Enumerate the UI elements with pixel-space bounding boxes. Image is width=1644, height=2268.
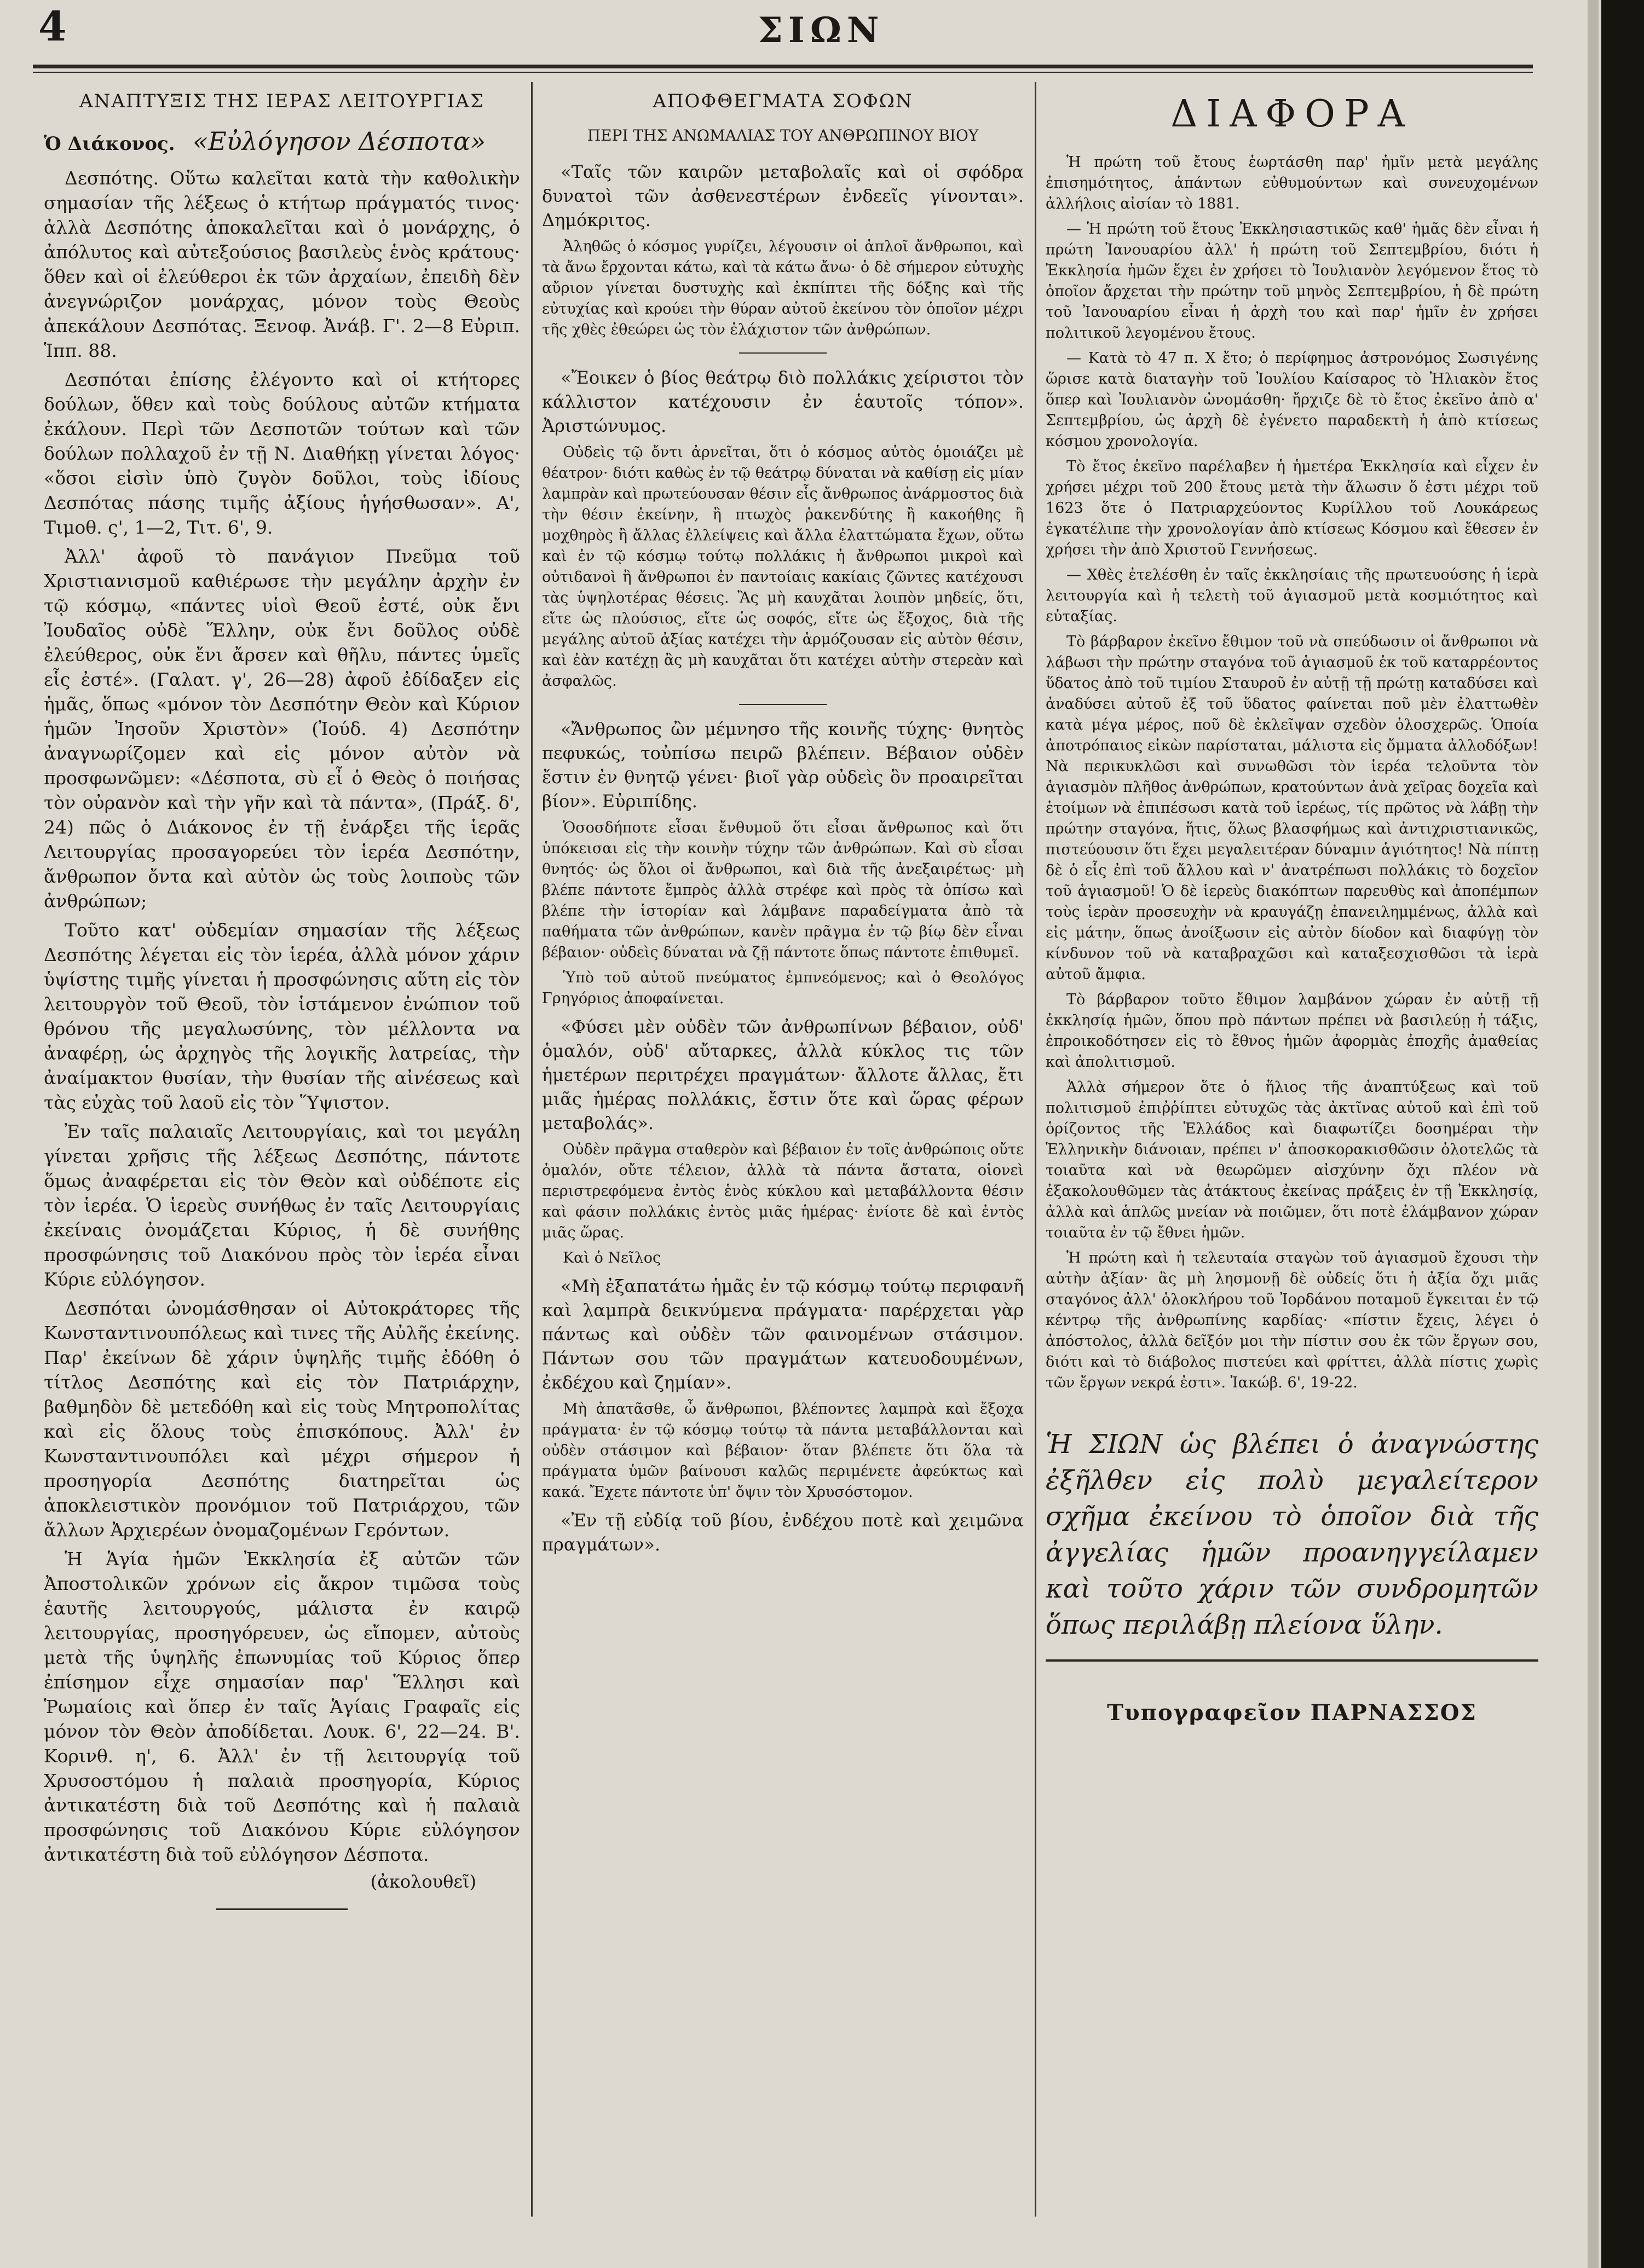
news-paragraph: — Κατὰ τὸ 47 π. Χ ἔτο; ὁ περίφημος ἀστρονόμος Σωσιγένης ὥρισε κατὰ διαταγὴν τοῦ Ἰουλίου Καίσαρος τὸ Ἠλιακὸν ἔτος ὅπερ καὶ Ἰουλιανὸν ὠνομάσθη· ἤρχιζε δὲ τὸ ἔτος ἐκεῖνο ἀπὸ α' Σεπτεμβρίου, ὡς ἀρχὴ δὲ ἐγένετο παραδεκτὴ ἡ ἀπὸ κτίσεως κόσμου χρονολογία. (1046, 350, 1538, 450)
saying-attribution: Καὶ ὁ Νεῖλος (563, 1249, 661, 1266)
saying-commentary: Οὐδὲν πρᾶγμα σταθερὸν καὶ βέβαιον ἐν τοῖς ἀνθρώποις οὔτε ὁμαλόν, οὔτε τέλειον, ἀλλὰ τὰ πάντα ἄστατα, οἱονεὶ περιστρεφόμενα ἐντὸς ἑνὸς κύκλου καὶ μεταβάλλοντα θέσιν καὶ φάσιν πολλάκις ἐντὸς μιᾶς ἡμέρας· ἐνίοτε δὲ καὶ ἐντὸς μιᾶς ὥρας. (542, 1141, 1024, 1241)
editorial-notice: Ἡ ΣΙΩΝ ὡς βλέπει ὁ ἀναγνώστης ἐξῆλθεν εἰς πολὺ μεγαλείτερον σχῆμα ἐκείνου τὸ ὁποῖον διὰ τῆς ἀγγελίας ἡμῶν προανηγγείλαμεν καὶ τοῦτο χάριν τῶν συνδρομητῶν ὅπως περιλάβῃ πλείονα ὕλην. (1046, 1426, 1538, 1662)
article-paragraph: Δεσπόται ἐπίσης ἐλέγοντο καὶ οἱ κτήτορες δούλων, ὅθεν καὶ τοὺς δούλους αὐτῶν κτήματα ἐκάλουν. Περὶ τῶν Δεσποτῶν τούτων καὶ τῶν δούλων πολλαχοῦ ἐν τῇ Ν. Διαθήκῃ γίνεται λόγος· «ὅσοι εἰσὶν ὑπὸ ζυγὸν δοῦλοι, τοὺς ἰδίους Δεσπότας πάσης τιμῆς ἀξίους ἡγήσθωσαν». Α', Τιμοθ. ς', 1—2, Τιτ. 6', 9. (44, 369, 520, 538)
section-heading: ΔΙΑΦΟΡΑ (1170, 92, 1414, 136)
news-paragraph: Ἡ πρώτη καὶ ἡ τελευταία σταγὼν τοῦ ἁγιασμοῦ ἔχουσι τὴν αὐτὴν ἀξίαν· ἂς μὴ λησμονῇ δὲ οὐδείς ὅτι ἡ ἀξία ὄχι μιᾶς σταγόνος ἀλλ' ὁλοκλήρου τοῦ Ἰορδάνου ποταμοῦ ἔγκειται ἐν τῷ κέντρῳ τῆς ἀνθρωπίνης καρδίας· «πίστιν ἔχεις, λέγει ὁ ἀπόστολος, ἀλλὰ δεῖξόν μοι τὴν πίστιν σου ἐκ τῶν ἔργων σου, διότι καὶ τὸ διάβολος πιστεύει καὶ φρίττει, ἀλλὰ πίστις χωρὶς τῶν ἔργων νεκρά ἐστι». Ἰακώβ. 6', 19-22. (1046, 1249, 1538, 1391)
saying-quote: «Ἔοικεν ὁ βίος θεάτρῳ διὸ πολλάκις χείριστοι τὸν κάλλιστον κατέχουσιν ἐν ἑαυτοῖς τόπον». Ἀριστώνυμος. (542, 367, 1024, 436)
saying-quote: «Φύσει μὲν οὐδὲν τῶν ἀνθρωπίνων βέβαιον, οὐδ' ὁμαλόν, οὐδ' αὔταρκες, ἀλλὰ κύκλος τις τῶν ἡμετέρων περιτρέχει πραγμάτων· ἄλλοτε ἄλλας, ἔτι μιᾶς ἡμέρας πολλάκις, ἔστιν ὅτε καὶ ὥρας φέρων μεταβολάς». (542, 1016, 1024, 1133)
separator (739, 704, 827, 705)
column-miscellany (1046, 90, 1538, 2258)
article-paragraph: Δεσπότης. Οὕτω καλεῖται κατὰ τὴν καθολικὴν σημασίαν τῆς λέξεως ὁ κτήτωρ πράγματός τινος· ἀλλὰ Δεσπότης ἀποκαλεῖται καὶ ὁ μονάρχης, ὁ ἀπόλυτος καὶ αὐτεξούσιος βασιλεὺς ἑνὸς κράτους· ὅθεν καὶ οἱ ἐλεύθεροι ἐκ τῶν ἀρχαίων, ἐπειδὴ δὲν ἀνεγνώριζον μονάρχας, μόνον τοὺς Θεοὺς ἀπεκάλουν Δεσπότας. Ξενοφ. Ἀνάβ. Γ'. 2—8 Εὐριπ. Ἱππ. 88. (44, 167, 520, 361)
saying-quote: «Ταῖς τῶν καιρῶν μεταβολαῖς καὶ οἱ σφόδρα δυνατοὶ τῶν ἀσθενεστέρων ἐνδεεῖς γίνονται». Δημόκριτος. (542, 161, 1024, 230)
news-paragraph: Τὸ βάρβαρον ἐκεῖνο ἔθιμον τοῦ νὰ σπεύδωσιν οἱ ἄνθρωποι νὰ λάβωσι τὴν πρώτην σταγόνα τοῦ ἁγιασμοῦ ἐκ τοῦ καταρρέοντος ὕδατος ἀπὸ τοῦ τιμίου Σταυροῦ ἐν αὐτῇ τῇ πρώτῃ καταδύσει καὶ ἀναδύσει αὐτοῦ ἐξ τοῦ ὕδατος φαίνεται ποῦ μὲν ἐλαττωθὲν κατὰ μέγα μέρος, ποῦ δὲ ἐκλεῖψαν σχεδὸν ὁλοσχερῶς. Ὁποία ἀποτρόπαιος εἰκὼν παρίσταται, μάλιστα εἰς ὄμματα ἀλλοδόξων! Νὰ περικυκλῶσι καὶ συνωθῶσι τὸν ἱερέα τελοῦντα τὸν ἁγιασμὸν πλῆθος ἀνθρώπων, κρατούντων ἀνὰ χεῖρας δοχεῖα καὶ ἑτοίμων νὰ ἐπιπέσωσι κατὰ τοῦ ἱερέως, τίς πρῶτος νὰ λάβῃ τὴν πρώτην σταγόνα, ἥτις, ὅλως βλασφήμως καὶ ἀντιχριστιανικῶς, πιστεύουσιν ὅτι ἔχει μεγαλειτέραν δύναμιν ἁγιότητος! Νὰ πίπτῃ δὲ ὁ εἷς ἐπὶ τοῦ ἄλλου καὶ ν' ἀνατρέπωσι πολλάκις τὸ δοχεῖον τοῦ ἁγιασμοῦ! Ὁ δὲ ἱερεὺς διακόπτων παρευθὺς καὶ ἀποπέμπων τοὺς ἱερὰν προσευχὴν νὰ κραυγάζῃ ἐπανειλημμένως, ἀλλὰ καὶ εἰς μάτην, ὅπως ἀνοίξωσιν εἰς αὐτὸν δίοδον καὶ διαφύγῃ τὸν κίνδυνον τοῦ νὰ καταβραχῶσι καὶ καταξεσχισθῶσι τὰ ἱερὰ αὐτοῦ ἄμφια. (1046, 633, 1538, 983)
header-rule (33, 65, 1533, 68)
continued-note: (ἀκολουθεῖ) (370, 1871, 476, 1892)
scan-edge (1588, 0, 1599, 2268)
saying-commentary: Ὑπὸ τοῦ αὐτοῦ πνεύματος ἐμπνεόμενος; καὶ ὁ Θεολόγος Γρηγόριος ἀποφαίνεται. (542, 969, 1024, 1007)
saying-quote: «Ἄνθρωπος ὢν μέμνησο τῆς κοινῆς τύχης· θνητὸς πεφυκώς, τοὐπίσω πειρῶ βλέπειν. Βέβαιον οὐδὲν ἔστιν ἐν θνητῷ γένει· βιοῖ γὰρ οὐδεὶς ὃν προαιρεῖται βίον». Εὐριπίδης. (542, 719, 1024, 812)
news-paragraph: Τὸ βάρβαρον τοῦτο ἔθιμον λαμβάνον χώραν ἐν αὐτῇ τῇ ἐκκλησίᾳ ἡμῶν, ὅπου πρὸ πάντων πρέπει νὰ βασιλεύῃ ἡ τάξις, ἐπροικοδότησεν εἰς τὸ ἔθνος ἡμῶν ἀφορμὰς ἐποχῆς ἀμαθείας καὶ ἀπολιτισμοῦ. (1046, 991, 1538, 1071)
article-paragraph: Ἀλλ' ἀφοῦ τὸ πανάγιον Πνεῦμα τοῦ Χριστιανισμοῦ καθιέρωσε τὴν μεγάλην ἀρχὴν ἐν τῷ κόσμῳ, «πάντες υἱοὶ Θεοῦ ἐστέ, οὐκ ἔνι Ἰουδαῖος οὐδὲ Ἕλλην, οὐκ ἔνι δοῦλος οὐδὲ ἐλεύθερος, οὐκ ἔνι ἄρσεν καὶ θῆλυ, πάντες ὑμεῖς εἷς ἐστέ». (Γαλατ. γ', 26—28) ἀφοῦ ἐδίδαξεν εἰς ἡμᾶς, ὅπως «μόνον τὸν Δεσπότην Θεὸν καὶ Κύριον ἡμῶν Ἰησοῦν Χριστὸν» (Ἰούδ. 4) Δεσπότην ἀναγνωρίζομεν καὶ εἰς μόνον αὐτὸν νὰ προσφωνῶμεν: «Δέσποτα, σὺ εἶ ὁ Θεὸς ὁ ποιήσας τὸν οὐρανὸν καὶ τὴν γῆν καὶ τὰ πάντα», (Πράξ. δ', 24) πῶς ὁ Διάκονος ἐν τῇ ἐνάρξει τῆς ἱερᾶς Λειτουργίας προσαγορεύει τὸν ἱερέα Δεσπότην, ἄνθρωπον ὄντα καὶ αὐτὸν ὡς τοὺς λοιποὺς τῶν ἀνθρώπων; (44, 546, 520, 912)
article-paragraph: Ἐν ταῖς παλαιαῖς Λειτουργίαις, καὶ τοι μεγάλη γίνεται χρῆσις τῆς λέξεως Δεσπότης, πάντοτε ὅμως ἀναφέρεται εἰς τὸν Θεὸν καὶ οὐδέποτε εἰς τὸν ἱερέα. Ὁ ἱερεὺς συνήθως ἐν ταῖς Λειτουργίαις ἐκείναις ὀνομάζεται Κύριος, ἡ δὲ συνήθης προσφώνησις τοῦ Διακόνου πρὸς τὸν ἱερέα εἶναι Κύριε εὐλόγησον. (44, 1121, 520, 1290)
column-sayings (542, 90, 1024, 2258)
news-paragraph: — Χθὲς ἐτελέσθη ἐν ταῖς ἐκκλησίαις τῆς πρωτευούσης ἡ ἱερὰ λειτουργία καὶ ἡ τελετὴ τοῦ ἁγιασμοῦ μετὰ κοσμιότητος καὶ εὐταξίας. (1046, 566, 1538, 625)
column-divider (1035, 82, 1036, 2217)
end-rule (216, 1908, 348, 1910)
saying-quote: «Μὴ ἐξαπατάτω ἡμᾶς ἐν τῷ κόσμῳ τούτῳ περιφανῆ καὶ λαμπρὰ δεικνύμενα πράγματα· παρέρχεται γὰρ πάντως καὶ οὐδὲν τῶν φαινομένων στάσιμον. Πάντων σου τῶν πραγμάτων κατευοδουμένων, ἐκδέχου καὶ ζημίαν». (542, 1276, 1024, 1393)
saying-commentary: Ἀληθῶς ὁ κόσμος γυρίζει, λέγουσιν οἱ ἁπλοῖ ἄνθρωποι, καὶ τὰ ἄνω ἔρχονται κάτω, καὶ τὰ κάτω ἄνω· ὁ δὲ σήμερον εὐτυχὴς αὔριον γίνεται δυστυχὴς καὶ ἐκπίπτει τῆς δόξης καὶ τῆς εὐτυχίας καὶ κρούει τὴν θύραν αὐτοῦ ἐκείνου τὸν ὁποῖον μέχρι τῆς χθὲς ἐθεώρει ὡς τὸν ἐλάχιστον τῶν ἀνθρώπων. (542, 238, 1024, 338)
invocation-speaker: Ὁ Διάκονος. (44, 133, 175, 155)
section-heading: ΑΠΟΦΘΕΓΜΑΤΑ ΣΟΦΩΝ (653, 90, 913, 112)
header-rule-thin (33, 72, 1533, 73)
invocation-text: «Εὐλόγησον Δέσποτα» (193, 126, 486, 156)
printer-imprint: Τυπογραφεῖον ΠΑΡΝΑΣΣΟΣ (1107, 1700, 1477, 1726)
page-number: 4 (38, 3, 67, 50)
news-paragraph: Ἡ πρώτη τοῦ ἔτους ἑωρτάσθη παρ' ἡμῖν μετὰ μεγάλης ἐπισημότητος, ἁπάντων εὐθυμούντων καὶ συνευχομένων ἀλλήλοις αἰσίαν τὸ 1881. (1046, 154, 1538, 212)
masthead-title: ΣΙΩΝ (758, 10, 885, 51)
column-liturgy (44, 90, 520, 2258)
article-paragraph: Δεσπόται ὠνομάσθησαν οἱ Αὐτοκράτορες τῆς Κωνσταντινουπόλεως καὶ τινες τῆς Αὐλῆς ἐκείνης. Παρ' ἐκείνων δὲ χάριν ὑψηλῆς τιμῆς ἐδόθη ὁ τίτλος Δεσπότης καὶ εἰς τὸν Πατριάρχην, βαθμηδὸν δὲ μετεδόθη καὶ εἰς τοὺς Μητροπολίτας καὶ εἰς ὅλους τοὺς ἐπισκόπους. Ἀλλ' ἐν Κωνσταντινουπόλει καὶ μέχρι σήμερον ἡ προσηγορία Δεσπότης διατηρεῖται ὡς ἀποκλειστικὸν προνόμιον τοῦ Πατριάρχου, τῶν ἄλλων Ἀρχιερέων ὀνομαζομένων Γερόντων. (44, 1298, 520, 1541)
section-subheading: ΠΕΡΙ ΤΗΣ ΑΝΩΜΑΛΙΑΣ ΤΟΥ ΑΝΘΡΩΠΙΝΟΥ ΒΙΟΥ (587, 126, 979, 144)
article-paragraph: Ἡ Ἁγία ἡμῶν Ἐκκλησία ἐξ αὐτῶν τῶν Ἀποστολικῶν χρόνων εἰς ἄκρον τιμῶσα τοὺς ἑαυτῆς λειτουργούς, μάλιστα ἐν καιρῷ λειτουργίας, προσηγόρευεν, ὡς εἴπομεν, αὐτοὺς μετὰ τῆς ὑψηλῆς ἐπωνυμίας τοῦ Κύριος ὅπερ ἐπίσημον εἶχε σημασίαν παρ' Ἕλλησι καὶ Ῥωμαίοις καὶ ὅπερ ἐν ταῖς Ἁγίαις Γραφαῖς εἰς μόνον τὸν Θεὸν ἀποδίδεται. Λουκ. 6', 22—24. Β'. Κορινθ. η', 6. Ἀλλ' ἐν τῇ λειτουργίᾳ τοῦ Χρυσοστόμου ἡ παλαιὰ προσηγορία, Κύριος ἀντικατέστη διὰ τοῦ Δεσπότης καὶ ἡ παλαιὰ προσφώνησις τοῦ Διακόνου Κύριε εὐλόγησον ἀντικατέστη διὰ τοῦ εὐλόγησον Δέσποτα. (44, 1548, 520, 1865)
saying-quote: «Ἐν τῇ εὐδίᾳ τοῦ βίου, ἐνδέχου ποτὲ καὶ χειμῶνα πραγμάτων». (542, 1510, 1024, 1555)
separator (739, 352, 827, 354)
news-paragraph: — Ἡ πρώτη τοῦ ἔτους Ἐκκλησιαστικῶς καθ' ἡμᾶς δὲν εἶναι ἡ πρώτη Ἰανουαρίου ἀλλ' ἡ πρώτη τοῦ Σεπτεμβρίου, διότι ἡ Ἐκκλησία ἡμῶν ἔχει ἐν χρήσει τὸ Ἰουλιανὸν λεγόμενον ἔτος τὸ ὁποῖον ἄρχεται τὴν πρώτην τοῦ μηνὸς Σεπτεμβρίου, ἡ δὲ πρώτη τοῦ Ἰανουαρίου εἶναι ἡ ἀρχὴ του καὶ παρ' ἡμῖν ἐν χρήσει πολιτικοῦ λεγομένου ἔτους. (1046, 221, 1538, 342)
section-heading: ΑΝΑΠΤΥΞΙΣ ΤΗΣ ΙΕΡΑΣ ΛΕΙΤΟΥΡΓΙΑΣ (79, 90, 484, 112)
scan-edge-dark (1601, 0, 1644, 2268)
column-divider (531, 82, 533, 2217)
saying-commentary: Οὐδεὶς τῷ ὄντι ἀρνεῖται, ὅτι ὁ κόσμος αὐτὸς ὁμοιάζει μὲ θέατρον· διότι καθὼς ἐν τῷ θεάτρῳ δύναται νὰ καθίσῃ εἰς μίαν λαμπρὰν καὶ πρωτεύουσαν θέσιν εἷς ἄνθρωπος ἀνάρμοστος διὰ τὴν θέσιν ἐκείνην, ἢ πτωχὸς ῥακενδύτης ἢ κακοήθης ἢ μοχθηρὸς ἢ ἄλλας ἐλλείψεις καὶ ἄλλα ἐλαττώματα ἔχων, οὕτω καὶ ἐν τῷ κόσμῳ τούτῳ πολλάκις ἡ ἄνθρωποι μικροὶ καὶ οὐτιδανοὶ ἢ ἄνθρωποι ἐν παντοίαις κακίαις ζῶντες κατέχουσι τὰς ὑψηλοτέρας θέσεις. Ἂς μὴ καυχᾶται λοιπὸν μηδείς, ὅτι, εἴτε ὡς πλούσιος, εἴτε ὡς σοφός, εἴτε ὡς ἔξοχος, διὰ τῆς μεγάλης αὐτοῦ ἀξίας κατέχει τὴν ἁρμόζουσαν εἰς αὐτὸν θέσιν, καὶ ἐὰν κατέχῃ ἂς μὴ καυχᾶται ὅτι κατέχει αὐτὴν στερεὰν καὶ ἀσφαλῶς. (542, 444, 1024, 690)
news-paragraph: Ἀλλὰ σήμερον ὅτε ὁ ἥλιος τῆς ἀναπτύξεως καὶ τοῦ πολιτισμοῦ ἐπιῤῥίπτει εὐτυχῶς τὰς ἀκτῖνας αὐτοῦ καὶ ἐπὶ τοῦ ὁρίζοντος τῆς Ἑλλάδος καὶ διαφωτίζει δοσημέραι τὴν Ἑλληνικὴν διάνοιαν, πρέπει ν' ἀποσκορακισθῶσιν ὁλοτελῶς τὰ τοιαῦτα καὶ νὰ θεωρῶμεν αἰσχύνην ὄχι πλέον νὰ ἐξακολουθῶμεν τὰς ἀτάκτους ἐκείνας πράξεις ἐν τῇ Ἐκκλησίᾳ, ἀλλὰ καὶ ἁπλῶς μνείαν νὰ ποιῶμεν, ὅτι ποτὲ ἐλάμβανον χώραν τοιαῦτα ἐν τῷ ἔθνει ἡμῶν. (1046, 1079, 1538, 1241)
article-paragraph: Τοῦτο κατ' οὐδεμίαν σημασίαν τῆς λέξεως Δεσπότης λέγεται εἰς τὸν ἱερέα, ἀλλὰ μόνον χάριν ὑψίστης τιμῆς γίνεται ἡ προσφώνησις αὕτη εἰς τὸν λειτουργὸν τοῦ Θεοῦ, τὸν ἱστάμενον ἐνώπιον τοῦ θρόνου τῆς μεγαλωσύνης, τὸν μέλλοντα να ἀναφέρῃ, ὡς ἀρχηγὸς τῆς λογικῆς λατρείας, τὴν ἀναίμακτον θυσίαν, τὴν θυσίαν τῆς αἰνέσεως καὶ τὰς εὐχὰς τοῦ λαοῦ εἰς τὸν Ὕψιστον. (44, 919, 520, 1113)
saying-commentary: Μὴ ἀπατᾶσθε, ὦ ἄνθρωποι, βλέποντες λαμπρὰ καὶ ἔξοχα πράγματα· ἐν τῷ κόσμῳ τούτῳ τὰ πάντα μεταβάλλονται καὶ οὐδὲν στάσιμον καὶ βέβαιον· ὅταν βλέπετε ὅτι ὅλα τὰ πράγματα ὑμῶν βαίνουσι καλῶς περιμένετε ἀφεύκτως καὶ κακά. Ἔχετε πάντοτε ὑπ' ὄψιν τὸν Χρυσόστομον. (542, 1401, 1024, 1501)
invocation-line (44, 126, 520, 156)
saying-commentary: Ὁσοσδήποτε εἶσαι ἔνθυμοῦ ὅτι εἶσαι ἄνθρωπος καὶ ὅτι ὑπόκεισαι εἰς τὴν κοινὴν τύχην τῶν ἀνθρώπων. Καὶ σὺ εἶσαι θνητός· ὡς ὅλοι οἱ ἄνθρωποι, καὶ διὰ τῆς ἀνεξαιρέτως· μὴ βλέπε πάντοτε ἔμπρὸς ἀλλὰ στρέφε καὶ πρὸς τὰ ὀπίσω καὶ βλέπε τὴν ἱστορίαν καὶ λάμβανε παραδείγματα ἀπὸ τὰ παθήματα τῶν ἀνθρώπων, κανὲν πρᾶγμα ἐν τῷ βίῳ δὲν εἶναι βέβαιον· οὐδεὶς δύναται νὰ ζῇ πάντοτε ὅπως πάντοτε ἐπιθυμεῖ. (542, 819, 1024, 961)
news-paragraph: Τὸ ἔτος ἐκεῖνο παρέλαβεν ἡ ἡμετέρα Ἐκκλησία καὶ εἶχεν ἐν χρήσει μέχρι τοῦ 200 ἔτους μετὰ τὴν ἅλωσιν ὅ ἐστι μέχρι τοῦ 1623 ὅτε ὁ Πατριαρχεύοντος Κυρίλλου τοῦ Λουκάρεως ἐγκατέλιπε τὴν χρονολογίαν ἀπὸ κτίσεως Κόσμου καὶ ἔθεσεν ἐν χρήσει τὴν ἀπὸ Χριστοῦ Γεννήσεως. (1046, 458, 1538, 558)
